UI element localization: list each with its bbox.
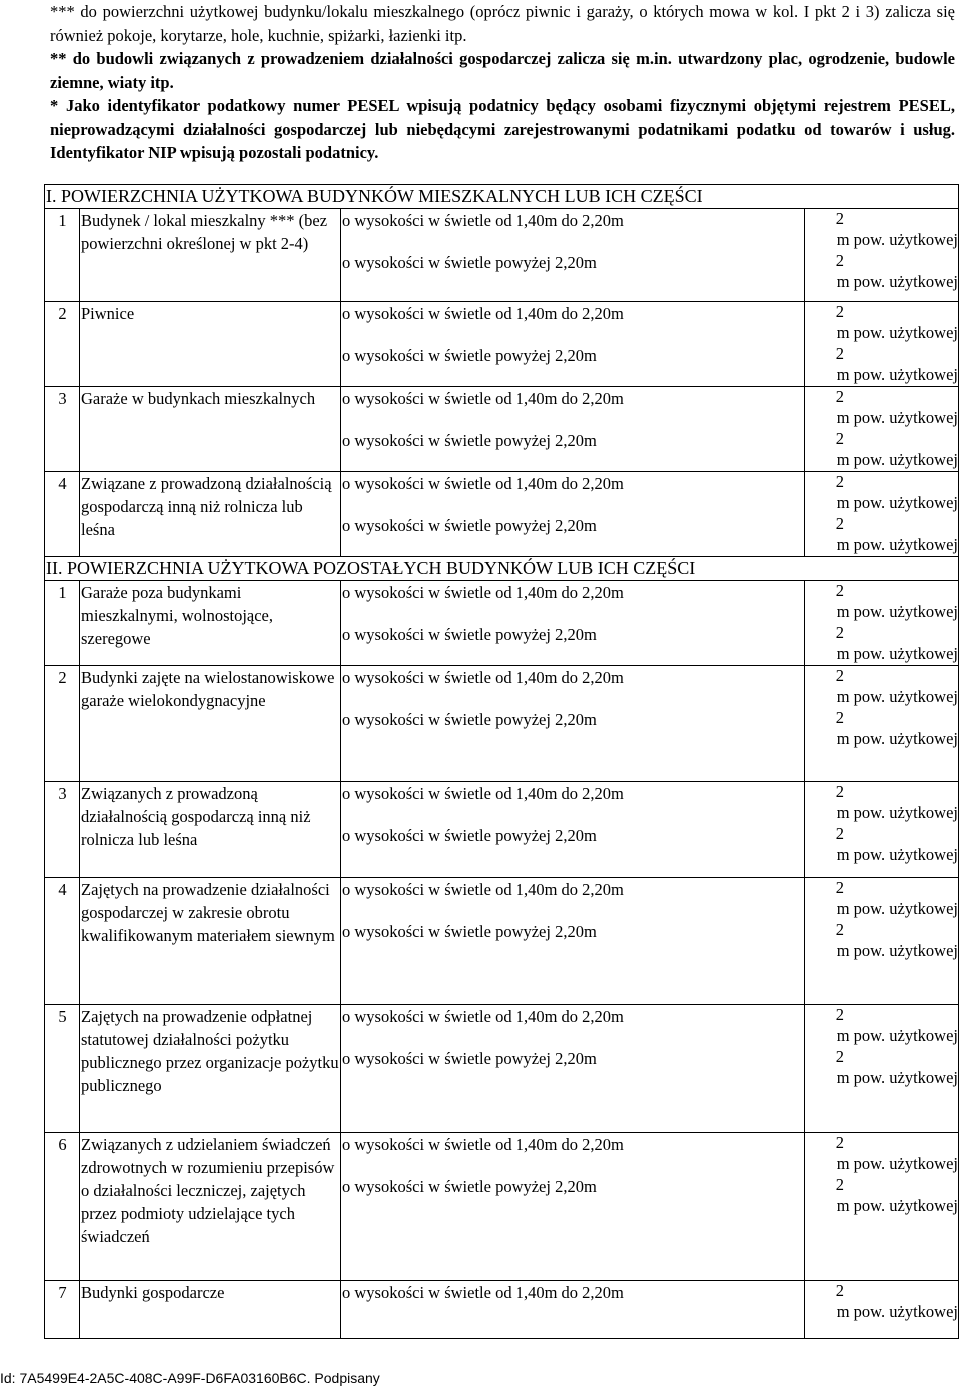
option-high-height: o wysokości w świetle powyżej 2,20m xyxy=(342,922,597,941)
document-id: Id: 7A5499E4-2A5C-408C-A99F-D6FA03160B6C. Podpisany xyxy=(0,1370,380,1386)
option-low-height: o wysokości w świetle od 1,40m do 2,20m xyxy=(342,304,624,323)
section-1-row xyxy=(45,387,959,472)
unit-superscript: 2 xyxy=(835,251,845,270)
area-input[interactable] xyxy=(806,782,958,824)
option-low-height: o wysokości w świetle od 1,40m do 2,20m xyxy=(342,880,624,899)
area-input[interactable] xyxy=(806,302,958,344)
row-number: 5 xyxy=(45,1005,80,1133)
unit-label: m pow. użytkowej xyxy=(836,803,959,822)
unit-label: m pow. użytkowej xyxy=(836,1068,959,1087)
area-input[interactable] xyxy=(806,209,958,251)
height-options xyxy=(341,878,805,1005)
unit-superscript: 2 xyxy=(835,429,845,448)
area-table-body xyxy=(45,185,959,1339)
unit-superscript: 2 xyxy=(835,1005,845,1024)
unit-label: m pow. użytkowej xyxy=(836,535,959,554)
section-2-title: II. POWIERZCHNIA UŻYTKOWA POZOSTAŁYCH BUDYNKÓW LUB ICH CZĘŚCI xyxy=(45,557,959,581)
area-input[interactable] xyxy=(806,666,958,708)
height-options xyxy=(341,472,805,557)
unit-label: m pow. użytkowej xyxy=(836,450,959,469)
section-1-row xyxy=(45,472,959,557)
unit-label: m pow. użytkowej xyxy=(836,1196,959,1215)
unit-superscript: 2 xyxy=(835,920,845,939)
option-high-height: o wysokości w świetle powyżej 2,20m xyxy=(342,1177,597,1196)
footnote-double-star: ** do budowli związanych z prowadzeniem działalności gospodarczej zalicza się m.in. utwardzony plac, ogrodzenie, budowle ziemne, wiaty itp. xyxy=(50,49,955,92)
unit-superscript: 2 xyxy=(835,824,845,843)
section-2-row xyxy=(45,1281,959,1339)
unit-superscript: 2 xyxy=(835,472,845,491)
option-low-height: o wysokości w świetle od 1,40m do 2,20m xyxy=(342,1283,624,1302)
option-low-height: o wysokości w świetle od 1,40m do 2,20m xyxy=(342,474,624,493)
section-2-row xyxy=(45,1133,959,1281)
unit-label: m pow. użytkowej xyxy=(836,408,959,427)
option-low-height: o wysokości w świetle od 1,40m do 2,20m xyxy=(342,668,624,687)
section-2-header xyxy=(45,557,959,581)
row-number: 3 xyxy=(45,387,80,472)
row-label: Budynki gospodarcze xyxy=(80,1281,341,1339)
row-number: 6 xyxy=(45,1133,80,1281)
row-number: 7 xyxy=(45,1281,80,1339)
option-high-height: o wysokości w świetle powyżej 2,20m xyxy=(342,431,597,450)
height-options xyxy=(341,1281,805,1339)
height-options xyxy=(341,302,805,387)
area-input[interactable] xyxy=(806,878,958,920)
row-label: Piwnice xyxy=(80,302,341,387)
unit-label: m pow. użytkowej xyxy=(836,365,959,384)
area-input[interactable] xyxy=(806,1005,958,1047)
row-label: Związane z prowadzoną działalnością gospodarczą inną niż rolnicza lub leśna xyxy=(80,472,341,557)
area-input[interactable] xyxy=(806,623,958,665)
unit-superscript: 2 xyxy=(835,302,845,321)
row-label: Garaże poza budynkami mieszkalnymi, wolnostojące, szeregowe xyxy=(80,581,341,666)
option-high-height: o wysokości w świetle powyżej 2,20m xyxy=(342,1049,597,1068)
unit-superscript: 2 xyxy=(835,1281,845,1300)
area-input-cells xyxy=(805,1133,959,1281)
option-low-height: o wysokości w świetle od 1,40m do 2,20m xyxy=(342,784,624,803)
row-number: 4 xyxy=(45,472,80,557)
area-input[interactable] xyxy=(806,1133,958,1175)
row-label: Związanych z udzielaniem świadczeń zdrowotnych w rozumieniu przepisów o działalności leczniczej, zajętych przez podmioty udzielające tych świadczeń xyxy=(80,1133,341,1281)
option-low-height: o wysokości w świetle od 1,40m do 2,20m xyxy=(342,389,624,408)
unit-label: m pow. użytkowej xyxy=(836,602,959,621)
area-input-cells xyxy=(805,878,959,1005)
unit-label: m pow. użytkowej xyxy=(836,1026,959,1045)
height-options xyxy=(341,666,805,782)
area-input[interactable] xyxy=(806,429,958,471)
row-label: Budynek / lokal mieszkalny *** (bez powierzchni określonej w pkt 2-4) xyxy=(80,209,341,302)
unit-label: m pow. użytkowej xyxy=(836,493,959,512)
row-number: 3 xyxy=(45,782,80,878)
area-input-cells xyxy=(805,387,959,472)
row-label: Budynki zajęte na wielostanowiskowe garaże wielokondygnacyjne xyxy=(80,666,341,782)
area-input-cells xyxy=(805,1005,959,1133)
unit-label: m pow. użytkowej xyxy=(836,687,959,706)
section-1-header xyxy=(45,185,959,209)
section-2-row xyxy=(45,878,959,1005)
unit-superscript: 2 xyxy=(835,387,845,406)
area-input[interactable] xyxy=(806,514,958,556)
section-2-row xyxy=(45,782,959,878)
unit-superscript: 2 xyxy=(835,623,845,642)
area-input-cells xyxy=(805,581,959,666)
section-1-row xyxy=(45,302,959,387)
area-input-cells xyxy=(805,666,959,782)
area-input[interactable] xyxy=(806,1175,958,1217)
height-options xyxy=(341,387,805,472)
unit-label: m pow. użytkowej xyxy=(836,1154,959,1173)
unit-label: m pow. użytkowej xyxy=(836,1302,959,1321)
option-high-height: o wysokości w świetle powyżej 2,20m xyxy=(342,516,597,535)
section-2-row xyxy=(45,1005,959,1133)
option-high-height: o wysokości w świetle powyżej 2,20m xyxy=(342,253,597,272)
height-options xyxy=(341,782,805,878)
height-options xyxy=(341,581,805,666)
unit-superscript: 2 xyxy=(835,666,845,685)
option-high-height: o wysokości w świetle powyżej 2,20m xyxy=(342,826,597,845)
area-input[interactable] xyxy=(806,387,958,429)
area-input-cells xyxy=(805,1281,959,1339)
section-2-row xyxy=(45,581,959,666)
area-input[interactable] xyxy=(806,1281,958,1323)
footnotes xyxy=(50,0,955,165)
unit-superscript: 2 xyxy=(835,782,845,801)
row-number: 2 xyxy=(45,302,80,387)
unit-superscript: 2 xyxy=(835,581,845,600)
row-label: Związanych z prowadzoną działalnością gospodarczą inną niż rolnicza lub leśna xyxy=(80,782,341,878)
option-high-height: o wysokości w świetle powyżej 2,20m xyxy=(342,625,597,644)
unit-label: m pow. użytkowej xyxy=(836,941,959,960)
unit-superscript: 2 xyxy=(835,1047,845,1066)
unit-label: m pow. użytkowej xyxy=(836,272,959,291)
unit-label: m pow. użytkowej xyxy=(836,323,959,342)
unit-superscript: 2 xyxy=(835,1133,845,1152)
row-label: Zajętych na prowadzenie odpłatnej statutowej działalności pożytku publicznego przez organizacje pożytku publicznego xyxy=(80,1005,341,1133)
unit-superscript: 2 xyxy=(835,878,845,897)
option-high-height: o wysokości w świetle powyżej 2,20m xyxy=(342,710,597,729)
unit-superscript: 2 xyxy=(835,1175,845,1194)
unit-superscript: 2 xyxy=(835,514,845,533)
row-label: Garaże w budynkach mieszkalnych xyxy=(80,387,341,472)
area-input[interactable] xyxy=(806,251,958,293)
row-number: 2 xyxy=(45,666,80,782)
area-input-cells xyxy=(805,472,959,557)
row-number: 1 xyxy=(45,581,80,666)
unit-label: m pow. użytkowej xyxy=(836,230,959,249)
unit-superscript: 2 xyxy=(835,209,845,228)
area-input[interactable] xyxy=(806,824,958,866)
option-low-height: o wysokości w świetle od 1,40m do 2,20m xyxy=(342,1135,624,1154)
section-2-row xyxy=(45,666,959,782)
area-input[interactable] xyxy=(806,472,958,514)
row-number: 4 xyxy=(45,878,80,1005)
area-table xyxy=(44,184,959,1339)
area-input[interactable] xyxy=(806,344,958,386)
section-1-title: I. POWIERZCHNIA UŻYTKOWA BUDYNKÓW MIESZKALNYCH LUB ICH CZĘŚCI xyxy=(45,185,959,209)
footnote-single-star: * Jako identyfikator podatkowy numer PESEL wpisują podatnicy będący osobami fizycznymi objętymi rejestrem PESEL, nieprowadzącymi działalności gospodarczej lub niebędącymi zarejestrowanymi podatnikami podatku od towarów i usług. Identyfikator NIP wpisują pozostali podatnicy. xyxy=(50,96,955,162)
option-high-height: o wysokości w świetle powyżej 2,20m xyxy=(342,346,597,365)
unit-label: m pow. użytkowej xyxy=(836,644,959,663)
option-low-height: o wysokości w świetle od 1,40m do 2,20m xyxy=(342,583,624,602)
row-label: Zajętych na prowadzenie działalności gospodarczej w zakresie obrotu kwalifikowanym materiałem siewnym xyxy=(80,878,341,1005)
unit-label: m pow. użytkowej xyxy=(836,899,959,918)
unit-superscript: 2 xyxy=(835,708,845,727)
area-input[interactable] xyxy=(806,581,958,623)
area-input[interactable] xyxy=(806,1047,958,1089)
area-input[interactable] xyxy=(806,708,958,750)
height-options xyxy=(341,1133,805,1281)
area-input-cells xyxy=(805,209,959,302)
height-options xyxy=(341,209,805,302)
footnote-triple-star: *** do powierzchni użytkowej budynku/lokalu mieszkalnego (oprócz piwnic i garaży, o których mowa w kol. I pkt 2 i 3) zalicza się również pokoje, korytarze, hole, kuchnie, spiżarki, łazienki itp. xyxy=(50,2,955,45)
option-low-height: o wysokości w świetle od 1,40m do 2,20m xyxy=(342,1007,624,1026)
option-low-height: o wysokości w świetle od 1,40m do 2,20m xyxy=(342,211,624,230)
area-input-cells xyxy=(805,782,959,878)
row-number: 1 xyxy=(45,209,80,302)
section-1-row xyxy=(45,209,959,302)
unit-label: m pow. użytkowej xyxy=(836,729,959,748)
area-input-cells xyxy=(805,302,959,387)
height-options xyxy=(341,1005,805,1133)
unit-label: m pow. użytkowej xyxy=(836,845,959,864)
area-input[interactable] xyxy=(806,920,958,962)
unit-superscript: 2 xyxy=(835,344,845,363)
